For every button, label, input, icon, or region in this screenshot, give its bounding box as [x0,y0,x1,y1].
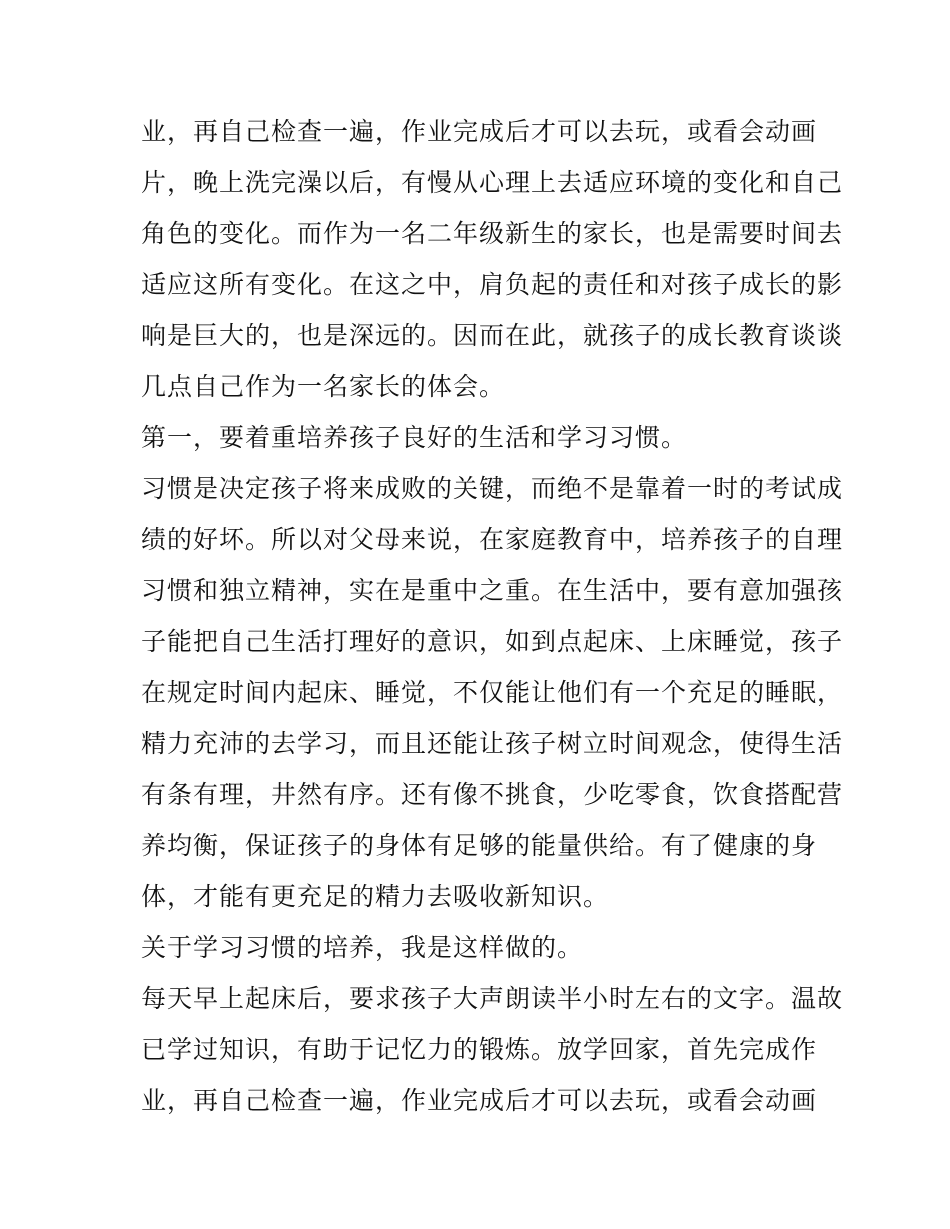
text-line: 在规定时间内起床、睡觉，不仅能让他们有一个充足的睡眠， [141,678,844,707]
text-line: 习惯是决定孩子将来成败的关键，而绝不是靠着一时的考试成 [141,474,844,503]
text-line: 片，晚上洗完澡以后，有慢从心理上去适应环境的变化和自己 [141,168,844,197]
text-line: 精力充沛的去学习，而且还能让孩子树立时间观念，使得生活 [141,729,844,758]
text-line: 绩的好坏。所以对父母来说，在家庭教育中，培养孩子的自理 [141,525,844,554]
text-line: 子能把自己生活打理好的意识，如到点起床、上床睡觉，孩子 [141,627,844,656]
text-line: 已学过知识，有助于记忆力的锻炼。放学回家，首先完成作 [141,1035,818,1064]
text-line: 有条有理，井然有序。还有像不挑食，少吃零食，饮食搭配营 [141,780,844,809]
section-heading: 第一，要着重培养孩子良好的生活和学习习惯。 [141,423,688,452]
text-line: 每天早上起床后，要求孩子大声朗读半小时左右的文字。温故 [141,984,844,1013]
document-body [141,112,844,1132]
text-line: 业，再自己检查一遍，作业完成后才可以去玩，或看会动画 [141,117,818,146]
text-line: 几点自己作为一名家长的体会。 [141,372,506,401]
text-line: 适应这所有变化。在这之中，肩负起的责任和对孩子成长的影 [141,270,844,299]
text-line: 业，再自己检查一遍，作业完成后才可以去玩，或看会动画 [141,1086,818,1115]
text-line: 养均衡，保证孩子的身体有足够的能量供给。有了健康的身 [141,831,818,860]
text-line: 关于学习习惯的培养，我是这样做的。 [141,933,584,962]
text-line: 响是巨大的，也是深远的。因而在此，就孩子的成长教育谈谈 [141,321,844,350]
text-line: 角色的变化。而作为一名二年级新生的家长，也是需要时间去 [141,219,844,248]
text-line: 体，才能有更充足的精力去吸收新知识。 [141,882,610,911]
text-line: 习惯和独立精神，实在是重中之重。在生活中，要有意加强孩 [141,576,844,605]
